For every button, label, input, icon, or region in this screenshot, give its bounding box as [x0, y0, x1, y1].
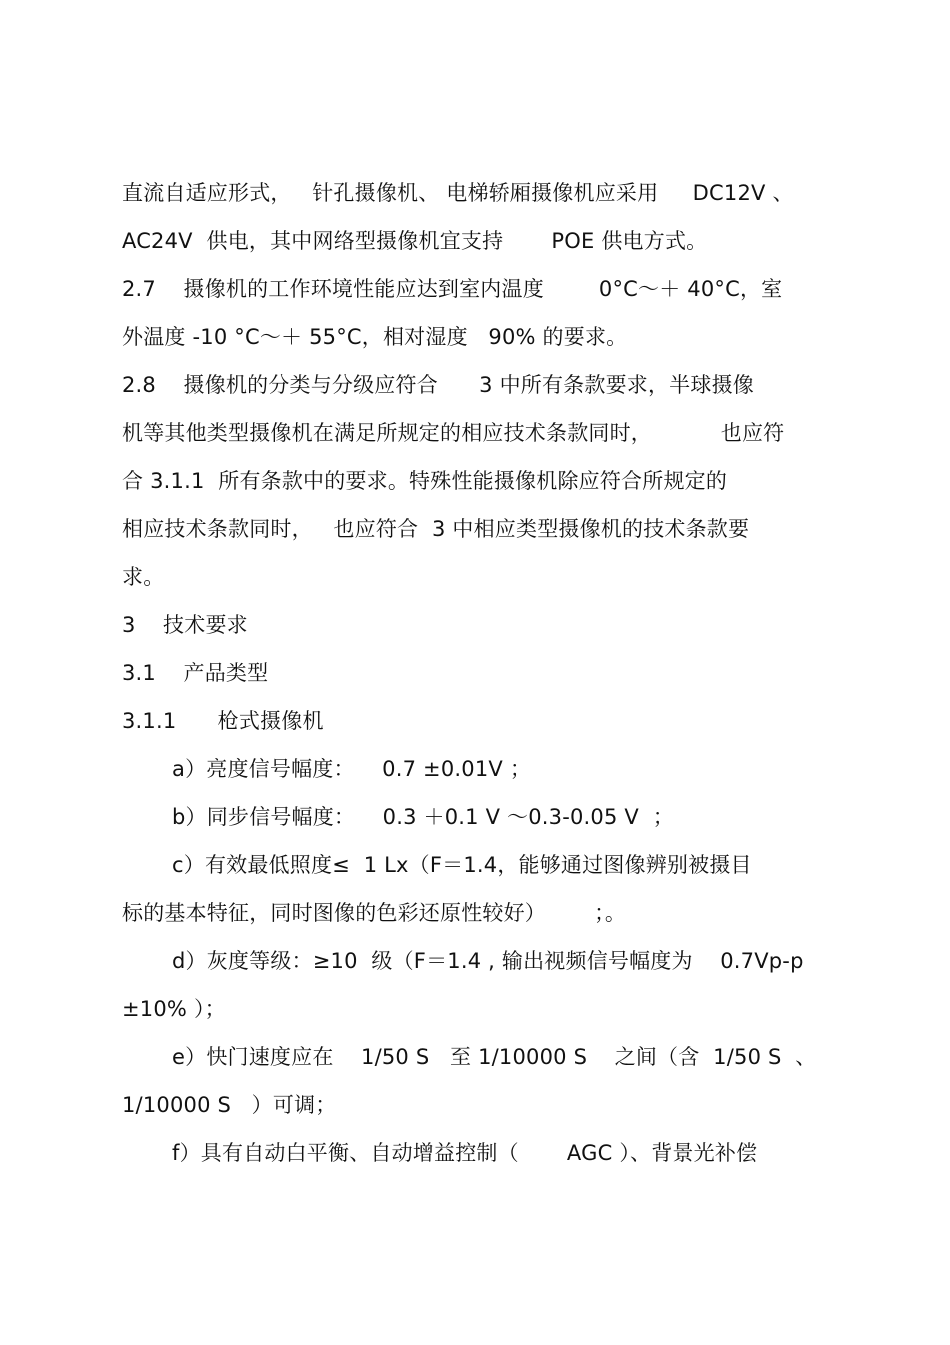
- text-line: 标的基本特征，同时图像的色彩还原性较好） ；。: [122, 901, 627, 925]
- heading-3: 3 技术要求: [122, 613, 248, 637]
- section-2-8: 2.8 摄像机的分类与分级应符合 3 中所有条款要求，半球摄像: [122, 373, 754, 397]
- list-item-e: e）快门速度应在 1/50 S 至 1/10000 S 之间（含 1/50 S 、: [172, 1045, 817, 1069]
- list-item-d: d）灰度等级：≥10 级（F＝1.4 , 输出视频信号幅度为 0.7Vp-p: [172, 949, 804, 973]
- heading-3-1-1: 3.1.1 枪式摄像机: [122, 709, 324, 733]
- list-item-c: c）有效最低照度≤ 1 Lx（F＝1.4，能够通过图像辨别被摄目: [172, 853, 752, 877]
- text-line: 外温度 -10 °C～＋ 55°C，相对湿度 90% 的要求。: [122, 325, 628, 349]
- section-2-7: 2.7 摄像机的工作环境性能应达到室内温度 0°C～＋ 40°C，室: [122, 277, 783, 301]
- list-item-b: b）同步信号幅度： 0.3 ＋0.1 V ～0.3-0.05 V ；: [172, 805, 674, 829]
- text-line: 直流自适应形式， 针孔摄像机、 电梯轿厢摄像机应采用 DC12V 、: [122, 181, 794, 205]
- list-item-a: a）亮度信号幅度： 0.7 ±0.01V ；: [172, 757, 532, 781]
- list-item-f: f）具有自动白平衡、自动增益控制（ AGC ）、背景光补偿: [172, 1141, 758, 1165]
- heading-3-1: 3.1 产品类型: [122, 661, 269, 685]
- text-line: 相应技术条款同时， 也应符合 3 中相应类型摄像机的技术条款要: [122, 517, 750, 541]
- text-line: 求。: [122, 565, 165, 589]
- text-line: 机等其他类型摄像机在满足所规定的相应技术条款同时， 也应符: [122, 421, 785, 445]
- text-line: ±10% ）；: [122, 997, 226, 1021]
- text-line: 1/10000 S ）可调；: [122, 1093, 337, 1117]
- text-line: AC24V 供电，其中网络型摄像机宜支持 POE 供电方式。: [122, 229, 708, 253]
- text-line: 合 3.1.1 所有条款中的要求。特殊性能摄像机除应符合所规定的: [122, 469, 728, 493]
